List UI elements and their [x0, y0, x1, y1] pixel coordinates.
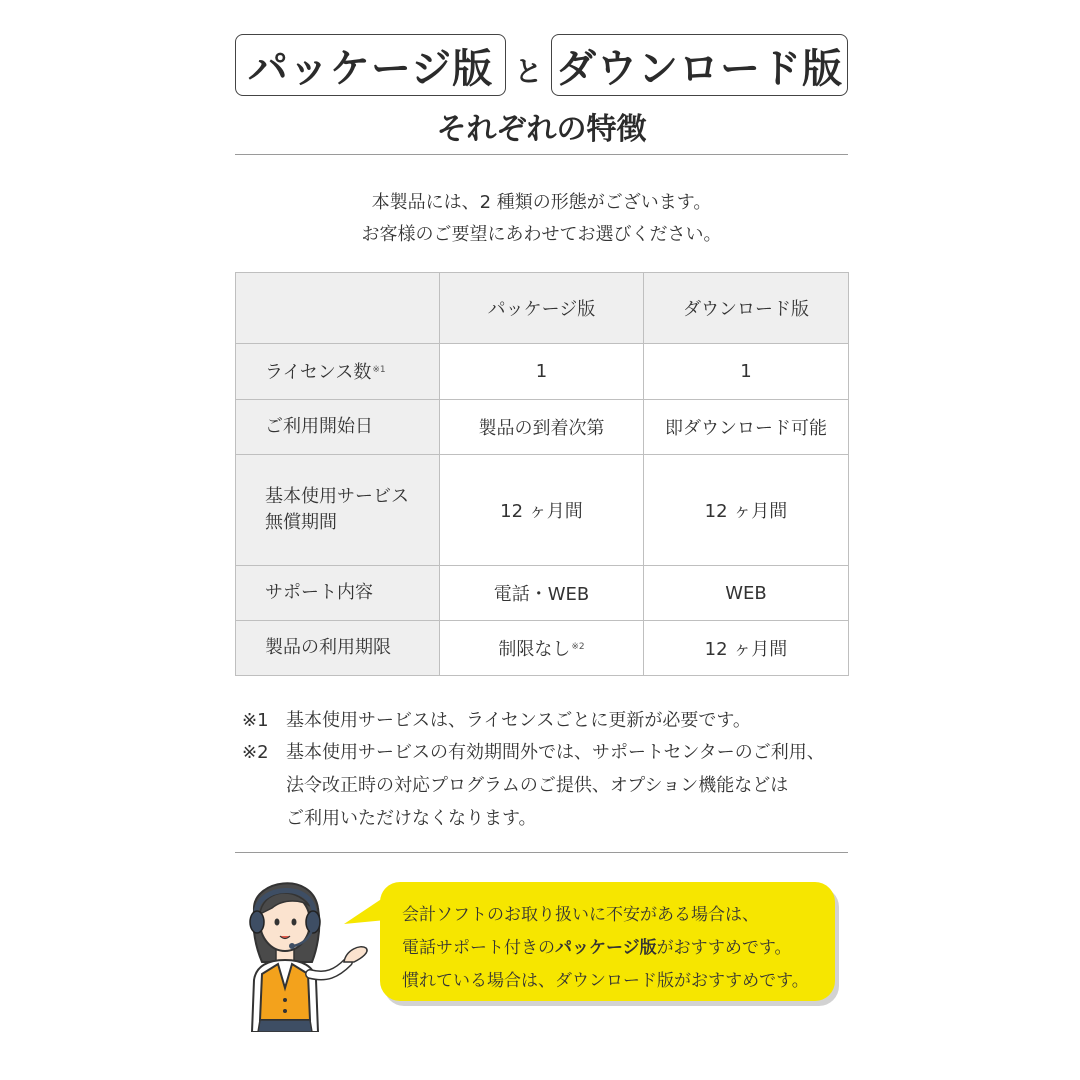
bubble-emphasis: パッケージ版 [555, 938, 657, 958]
intro-line-1: 本製品には、2 種類の形態がございます。 [371, 192, 712, 213]
cell-download-expiry: 12 ヶ月間 [644, 621, 849, 676]
bubble-text: がおすすめです。 [656, 938, 792, 958]
footnote-2-line-2: 法令改正時の対応プログラムのご提供、オプション機能などは [286, 775, 789, 796]
row-label-expiry: 製品の利用期限 [236, 621, 440, 676]
row-label-license [236, 344, 440, 400]
cell-package-support: 電話・WEB [440, 566, 644, 621]
cell-download-support: WEB [644, 566, 849, 621]
table-header-row [236, 273, 849, 344]
table-row [236, 400, 849, 455]
table-header-empty [236, 273, 440, 344]
cell-download-license: 1 [644, 344, 849, 400]
comparison-table [235, 272, 849, 676]
cell-package-license: 1 [440, 344, 644, 400]
footnote-mark: ※1 [242, 710, 269, 731]
footnote-mark: ※2 [242, 742, 269, 763]
bubble-line-2 [402, 933, 791, 958]
cell-package-start-date: 製品の到着次第 [440, 400, 644, 455]
bubble-line-3: 慣れている場合は、ダウンロード版がおすすめです。 [402, 971, 809, 991]
row-label-free-period [236, 455, 440, 566]
table-row [236, 621, 849, 676]
table-row [236, 455, 849, 566]
row-label-start-date: ご利用開始日 [236, 400, 440, 455]
cell-text: 制限なし [498, 639, 571, 660]
footnote-mark: ※1 [372, 365, 386, 375]
footnote-2-line-3: ご利用いただけなくなります。 [286, 808, 537, 829]
footnote-mark: ※2 [571, 642, 585, 652]
table-header-package: パッケージ版 [440, 273, 644, 344]
row-label-text: ライセンス数 [265, 362, 372, 383]
footnote-text: 基本使用サービスの有効期間外では、サポートセンターのご利用、 [286, 742, 825, 763]
cell-package-expiry [440, 621, 644, 676]
footnote-2 [242, 738, 825, 764]
intro-line-2: お客様のご要望にあわせてお選びください。 [361, 224, 722, 245]
table-header-download: ダウンロード版 [644, 273, 849, 344]
page-subtitle: それぞれの特徴 [436, 112, 647, 147]
table-row [236, 344, 849, 400]
bubble-line-1: 会計ソフトのお取り扱いに不安がある場合は、 [402, 905, 759, 925]
row-label-line-1: 基本使用サービス [265, 486, 409, 507]
bubble-text: 電話サポート付きの [402, 938, 555, 958]
row-label-support: サポート内容 [236, 566, 440, 621]
title-download-label: ダウンロード版 [551, 34, 848, 96]
divider-top [235, 154, 848, 155]
cell-package-free-period: 12 ヶ月間 [440, 455, 644, 566]
cell-download-free-period: 12 ヶ月間 [644, 455, 849, 566]
table-row [236, 566, 849, 621]
row-label-line-2: 無償期間 [265, 512, 337, 533]
divider-bottom [235, 852, 848, 853]
title-conjunction: と [514, 55, 543, 88]
cell-download-start-date: 即ダウンロード可能 [644, 400, 849, 455]
footnote-1 [242, 706, 751, 732]
footnote-text: 基本使用サービスは、ライセンスごとに更新が必要です。 [286, 710, 751, 731]
title-package-label: パッケージ版 [235, 34, 506, 96]
